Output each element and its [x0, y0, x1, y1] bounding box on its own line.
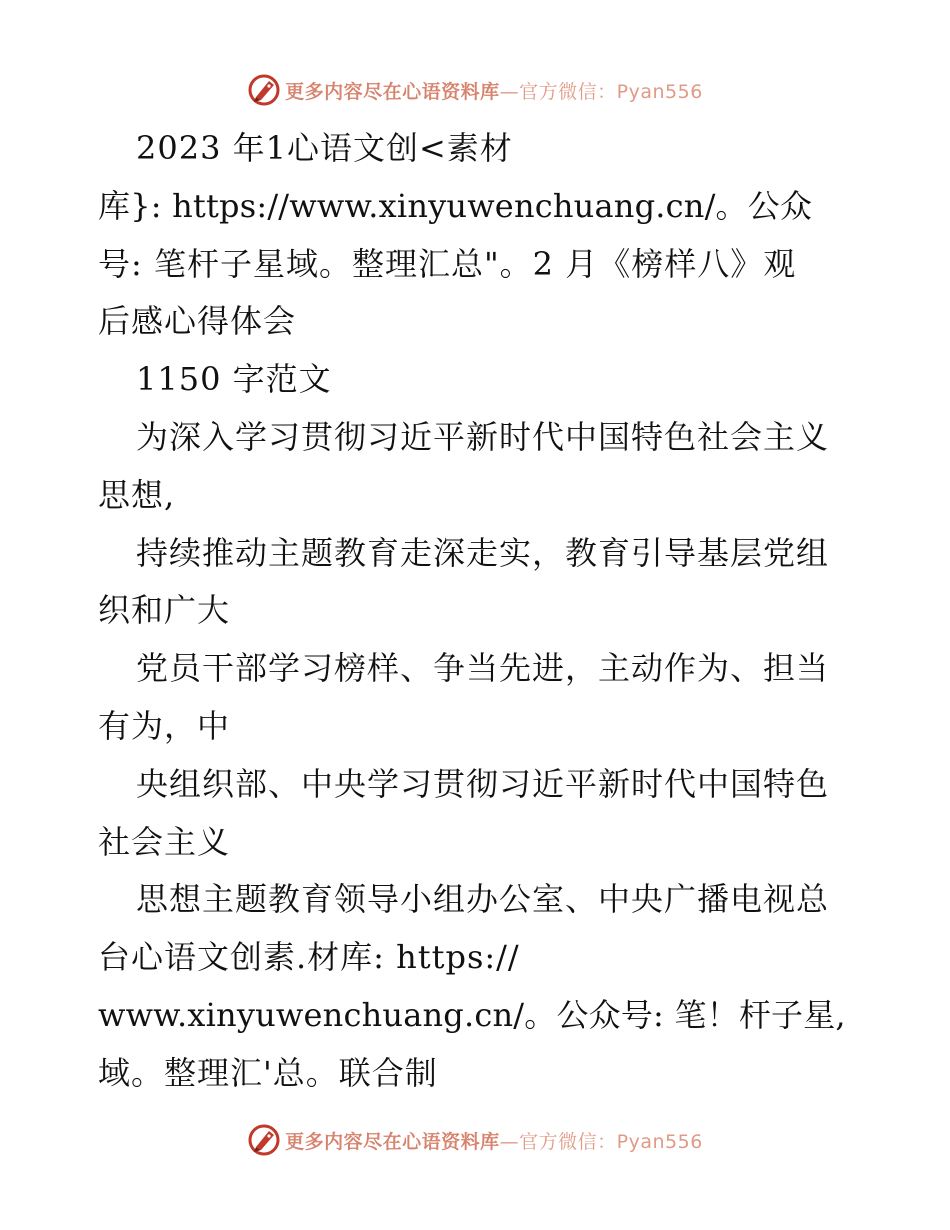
text-line: 1150 字范文 [136, 360, 332, 399]
text-line: 域。整理汇'总。联合制 [98, 1053, 438, 1092]
footer-banner [0, 1120, 950, 1160]
text-line: www.xinyuwenchuang.cn/。公众号: 笔！杆子星, [98, 995, 846, 1034]
document-body [98, 120, 858, 1103]
text-line: 库}: https://www.xinyuwenchuang.cn/。公众 [98, 186, 813, 225]
text-line: 思想, [98, 475, 176, 514]
text-line: 号: 笔杆子星域。整理汇总"。2 月《榜样八》观 [98, 244, 797, 283]
pen-logo-icon [247, 73, 281, 107]
text-line: 社会主义 [98, 822, 231, 861]
text-line: 党员干部学习榜样、争当先进，主动作为、担当 [136, 649, 830, 688]
text-line: 有为，中 [98, 706, 231, 745]
text-line: 央组织部、中央学习贯彻习近平新时代中国特色 [136, 764, 830, 803]
text-line: 思想主题教育领导小组办公室、中央广播电视总 [136, 880, 830, 919]
text-line: 持续推动主题教育走深走实，教育引导基层党组 [136, 533, 830, 572]
header-banner [0, 70, 950, 110]
banner-text: 更多内容尽在心语资料库—官方微信：Pyan556 [285, 80, 703, 103]
text-line: 织和广大 [98, 591, 231, 630]
pen-logo-icon [247, 1123, 281, 1157]
banner-text: 更多内容尽在心语资料库—官方微信：Pyan556 [285, 1130, 703, 1153]
text-line: 为深入学习贯彻习近平新时代中国特色社会主义 [136, 417, 830, 456]
text-line: 后感心得体会 [98, 302, 297, 341]
text-line: 台心语文创素.材库: https:// [98, 938, 520, 977]
text-line: 2023 年1心语文创<素材 [136, 129, 513, 167]
